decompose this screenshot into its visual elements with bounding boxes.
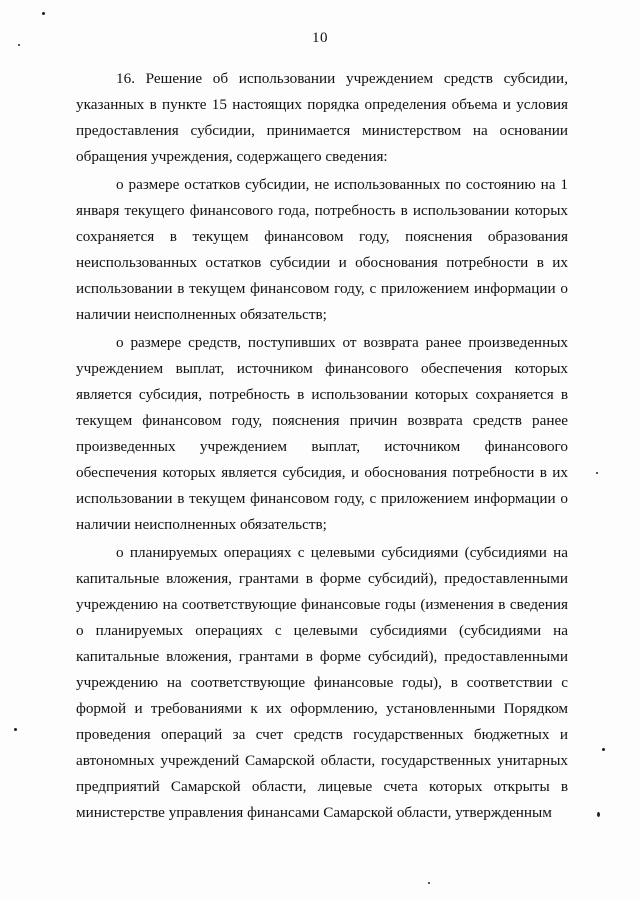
paragraph-returned-funds: о размере средств, поступивших от возврата ранее произведенных учреждением выплат, источником финансового обеспечения которых является субсидия, потребность в использовании которых сохраняется в текущем финансовом году, пояснения причин возврата средств ранее произведенных учреждением выплат, источником финансового обеспечения которых является субсидия, и обоснования потребности в их использовании в текущем финансовом году, с приложением информации о наличии неисполненных обязательств; <box>76 334 568 533</box>
scan-speck <box>596 472 598 474</box>
paragraph-subsidy-balances: о размере остатков субсидии, не использованных по состоянию на 1 января текущего финансового года, потребность в использовании которых сохраняется в текущем финансовом году, пояснения образования неиспользованных остатков субсидии и обоснования потребности в их использовании в текущем финансовом году, с приложением информации о наличии неисполненных обязательств; <box>76 176 568 323</box>
scan-speck <box>428 882 430 884</box>
scan-speck <box>14 728 17 731</box>
scan-speck <box>18 44 20 46</box>
scan-speck <box>42 12 45 15</box>
document-body <box>76 66 568 828</box>
page-number: 10 <box>312 30 328 46</box>
paragraph-16-decision: 16. Решение об использовании учреждением средств субсидии, указанных в пункте 15 настоящих порядка определения объема и условия предоставления субсидии, принимается министерством на основании обращения учреждения, содержащего сведения: <box>76 70 568 165</box>
paragraph-planned-operations: о планируемых операциях с целевыми субсидиями (субсидиями на капитальные вложения, грантами в форме субсидий), предоставленными учреждению на соответствующие финансовые годы (изменения в сведения о планируемых операциях с целевыми субсидиями (субсидиями на капитальные вложения, грантами в форме субсидий), предоставленными учреждению на соответствующие финансовые годы), в соответствии с формой и требованиями к их оформлению, установленными Порядком проведения операций за счет средств государственных бюджетных и автономных учреждений Самарской области, государственных унитарных предприятий Самарской области, лицевые счета которых открыты в министерстве управления финансами Самарской области, утвержденным <box>76 544 568 821</box>
scan-speck <box>602 748 605 751</box>
scan-speck <box>597 812 600 817</box>
